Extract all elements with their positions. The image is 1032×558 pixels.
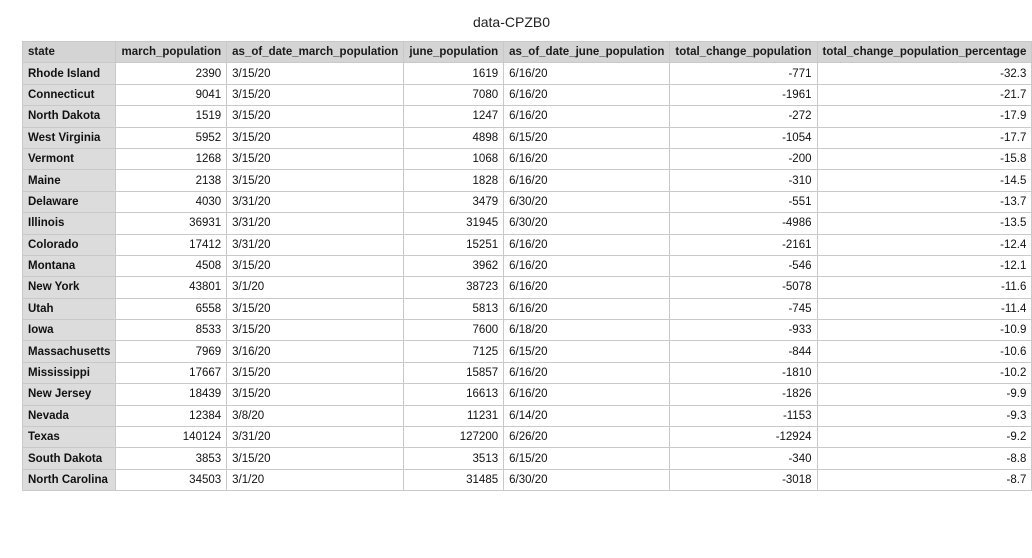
cell-march-population: 8533 [116,320,227,341]
cell-as-of-date-june-population: 6/26/20 [504,427,670,448]
cell-as-of-date-june-population: 6/16/20 [504,277,670,298]
cell-total-change-population-percentage: -17.7 [817,127,1032,148]
cell-total-change-population-percentage: -11.4 [817,298,1032,319]
cell-total-change-population: -745 [670,298,817,319]
table-row [23,469,1032,490]
cell-as-of-date-june-population: 6/16/20 [504,63,670,84]
cell-as-of-date-march-population: 3/15/20 [227,320,404,341]
cell-total-change-population-percentage: -9.2 [817,427,1032,448]
table-title: data-CPZB0 [472,14,551,30]
table-row [23,277,1032,298]
cell-march-population: 2138 [116,170,227,191]
header-row [23,42,1032,63]
cell-total-change-population-percentage: -8.7 [817,469,1032,490]
cell-june-population: 1619 [404,63,504,84]
cell-total-change-population: -1826 [670,384,817,405]
cell-as-of-date-march-population: 3/15/20 [227,362,404,383]
cell-total-change-population: -2161 [670,234,817,255]
cell-as-of-date-june-population: 6/15/20 [504,448,670,469]
cell-state: Montana [23,255,116,276]
cell-as-of-date-march-population: 3/15/20 [227,127,404,148]
table-row [23,255,1032,276]
cell-june-population: 7080 [404,84,504,105]
cell-state: West Virginia [23,127,116,148]
cell-total-change-population-percentage: -14.5 [817,170,1032,191]
cell-march-population: 34503 [116,469,227,490]
cell-total-change-population: -1810 [670,362,817,383]
cell-total-change-population: -546 [670,255,817,276]
cell-state: Texas [23,427,116,448]
cell-as-of-date-march-population: 3/31/20 [227,213,404,234]
cell-total-change-population-percentage: -17.9 [817,106,1032,127]
cell-as-of-date-march-population: 3/31/20 [227,234,404,255]
cell-total-change-population-percentage: -32.3 [817,63,1032,84]
cell-as-of-date-june-population: 6/30/20 [504,191,670,212]
cell-as-of-date-june-population: 6/18/20 [504,320,670,341]
cell-state: North Dakota [23,106,116,127]
cell-total-change-population: -310 [670,170,817,191]
table-row [23,127,1032,148]
table-row [23,191,1032,212]
cell-total-change-population-percentage: -10.2 [817,362,1032,383]
table-body [23,63,1032,491]
cell-march-population: 17412 [116,234,227,255]
cell-as-of-date-march-population: 3/15/20 [227,106,404,127]
cell-june-population: 127200 [404,427,504,448]
cell-as-of-date-june-population: 6/16/20 [504,148,670,169]
cell-total-change-population-percentage: -21.7 [817,84,1032,105]
cell-june-population: 1068 [404,148,504,169]
cell-june-population: 15857 [404,362,504,383]
cell-june-population: 3962 [404,255,504,276]
cell-march-population: 7969 [116,341,227,362]
cell-total-change-population: -933 [670,320,817,341]
cell-as-of-date-march-population: 3/15/20 [227,255,404,276]
table-row [23,213,1032,234]
cell-march-population: 1268 [116,148,227,169]
cell-june-population: 1247 [404,106,504,127]
cell-june-population: 3479 [404,191,504,212]
cell-as-of-date-june-population: 6/30/20 [504,469,670,490]
cell-total-change-population-percentage: -8.8 [817,448,1032,469]
table-row [23,341,1032,362]
table-row [23,405,1032,426]
column-header-june-population: june_population [404,42,504,63]
cell-as-of-date-march-population: 3/15/20 [227,63,404,84]
cell-state: Rhode Island [23,63,116,84]
cell-total-change-population: -771 [670,63,817,84]
cell-as-of-date-june-population: 6/16/20 [504,234,670,255]
cell-state: Iowa [23,320,116,341]
table-row [23,84,1032,105]
cell-as-of-date-june-population: 6/15/20 [504,127,670,148]
cell-march-population: 6558 [116,298,227,319]
cell-state: Massachusetts [23,341,116,362]
cell-june-population: 11231 [404,405,504,426]
table-row [23,448,1032,469]
cell-as-of-date-march-population: 3/15/20 [227,148,404,169]
cell-march-population: 36931 [116,213,227,234]
cell-june-population: 7600 [404,320,504,341]
cell-as-of-date-june-population: 6/16/20 [504,84,670,105]
cell-total-change-population: -200 [670,148,817,169]
cell-as-of-date-march-population: 3/15/20 [227,170,404,191]
cell-june-population: 4898 [404,127,504,148]
cell-march-population: 9041 [116,84,227,105]
cell-june-population: 38723 [404,277,504,298]
cell-total-change-population: -3018 [670,469,817,490]
cell-state: Utah [23,298,116,319]
cell-june-population: 31485 [404,469,504,490]
cell-as-of-date-march-population: 3/15/20 [227,384,404,405]
cell-state: New Jersey [23,384,116,405]
cell-state: South Dakota [23,448,116,469]
cell-june-population: 16613 [404,384,504,405]
cell-as-of-date-march-population: 3/15/20 [227,298,404,319]
cell-march-population: 1519 [116,106,227,127]
cell-state: Vermont [23,148,116,169]
cell-as-of-date-june-population: 6/16/20 [504,384,670,405]
table-row [23,106,1032,127]
cell-march-population: 140124 [116,427,227,448]
table-row [23,148,1032,169]
table-row [23,427,1032,448]
cell-state: Colorado [23,234,116,255]
cell-as-of-date-march-population: 3/31/20 [227,427,404,448]
cell-state: Delaware [23,191,116,212]
table-row [23,298,1032,319]
cell-as-of-date-june-population: 6/15/20 [504,341,670,362]
table-row [23,384,1032,405]
cell-total-change-population-percentage: -10.9 [817,320,1032,341]
cell-total-change-population-percentage: -9.3 [817,405,1032,426]
cell-total-change-population-percentage: -12.4 [817,234,1032,255]
cell-state: Nevada [23,405,116,426]
table-row [23,320,1032,341]
cell-total-change-population: -4986 [670,213,817,234]
cell-march-population: 18439 [116,384,227,405]
table-row [23,170,1032,191]
cell-march-population: 3853 [116,448,227,469]
cell-as-of-date-june-population: 6/16/20 [504,298,670,319]
cell-march-population: 5952 [116,127,227,148]
cell-state: Connecticut [23,84,116,105]
cell-total-change-population: -12924 [670,427,817,448]
cell-march-population: 4030 [116,191,227,212]
cell-as-of-date-june-population: 6/16/20 [504,255,670,276]
cell-total-change-population-percentage: -12.1 [817,255,1032,276]
column-header-as-of-date-march-population: as_of_date_march_population [227,42,404,63]
column-header-total-change-population: total_change_population [670,42,817,63]
cell-march-population: 12384 [116,405,227,426]
cell-state: Illinois [23,213,116,234]
cell-state: Mississippi [23,362,116,383]
cell-total-change-population: -5078 [670,277,817,298]
cell-state: Maine [23,170,116,191]
cell-state: North Carolina [23,469,116,490]
table-row [23,362,1032,383]
cell-as-of-date-june-population: 6/16/20 [504,170,670,191]
cell-as-of-date-june-population: 6/16/20 [504,106,670,127]
cell-as-of-date-march-population: 3/8/20 [227,405,404,426]
cell-total-change-population: -1153 [670,405,817,426]
cell-june-population: 5813 [404,298,504,319]
cell-june-population: 3513 [404,448,504,469]
cell-as-of-date-march-population: 3/1/20 [227,277,404,298]
data-table [22,41,1032,491]
cell-total-change-population: -340 [670,448,817,469]
cell-total-change-population-percentage: -13.5 [817,213,1032,234]
cell-march-population: 43801 [116,277,227,298]
cell-total-change-population-percentage: -13.7 [817,191,1032,212]
cell-june-population: 1828 [404,170,504,191]
cell-total-change-population-percentage: -11.6 [817,277,1032,298]
cell-total-change-population: -844 [670,341,817,362]
cell-march-population: 2390 [116,63,227,84]
cell-total-change-population: -272 [670,106,817,127]
cell-as-of-date-june-population: 6/30/20 [504,213,670,234]
cell-as-of-date-march-population: 3/16/20 [227,341,404,362]
cell-as-of-date-march-population: 3/1/20 [227,469,404,490]
column-header-state: state [23,42,116,63]
cell-june-population: 15251 [404,234,504,255]
cell-as-of-date-march-population: 3/15/20 [227,84,404,105]
cell-total-change-population-percentage: -9.9 [817,384,1032,405]
cell-total-change-population: -1961 [670,84,817,105]
column-header-as-of-date-june-population: as_of_date_june_population [504,42,670,63]
cell-june-population: 7125 [404,341,504,362]
cell-total-change-population-percentage: -10.6 [817,341,1032,362]
cell-as-of-date-june-population: 6/16/20 [504,362,670,383]
cell-as-of-date-june-population: 6/14/20 [504,405,670,426]
column-header-total-change-population-percentage: total_change_population_percentage [817,42,1032,63]
cell-as-of-date-march-population: 3/31/20 [227,191,404,212]
cell-state: New York [23,277,116,298]
table-row [23,63,1032,84]
cell-total-change-population-percentage: -15.8 [817,148,1032,169]
cell-march-population: 4508 [116,255,227,276]
cell-total-change-population: -551 [670,191,817,212]
table-row [23,234,1032,255]
cell-june-population: 31945 [404,213,504,234]
cell-march-population: 17667 [116,362,227,383]
cell-total-change-population: -1054 [670,127,817,148]
column-header-march-population: march_population [116,42,227,63]
cell-as-of-date-march-population: 3/15/20 [227,448,404,469]
